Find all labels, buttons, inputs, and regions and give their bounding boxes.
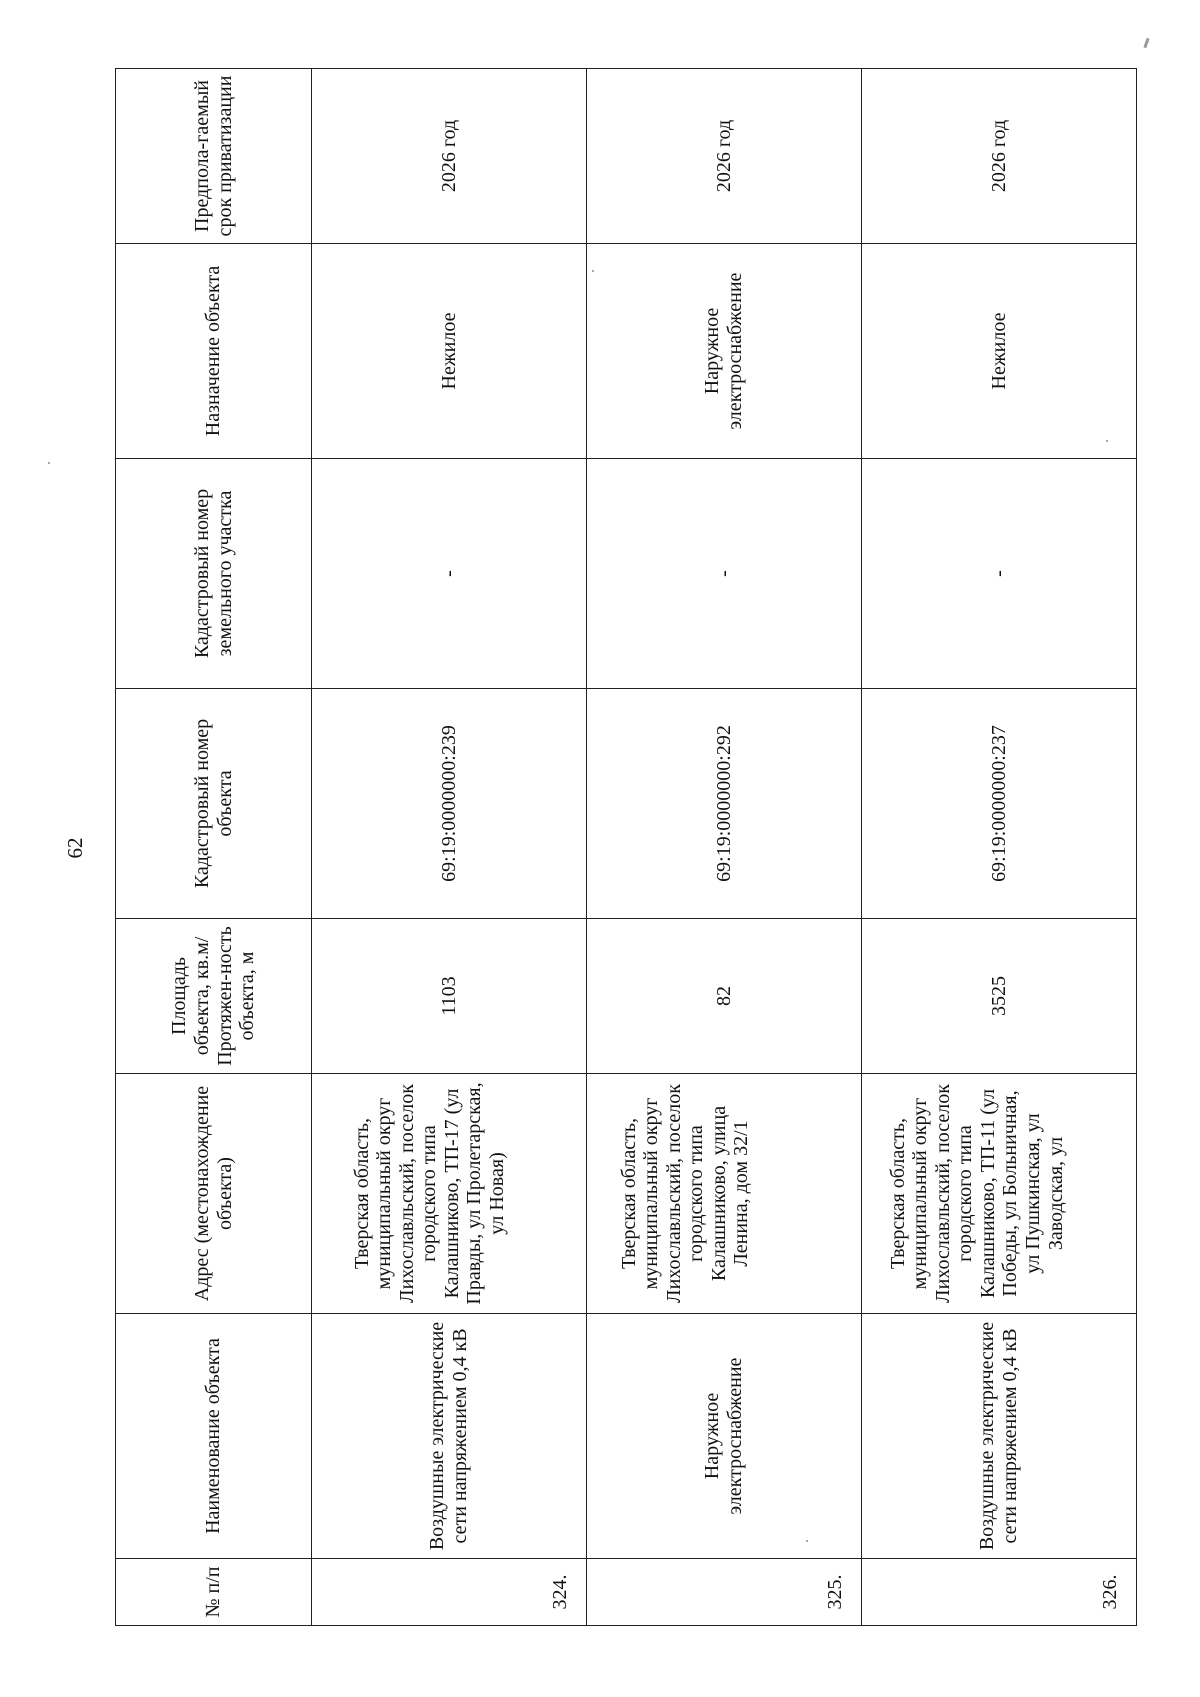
row-area: 1103	[312, 919, 587, 1074]
header-cadastral-land: Кадастровый номер земельного участка	[116, 459, 312, 689]
privatization-table	[115, 68, 1137, 1626]
table-header-row	[116, 69, 312, 1626]
header-area: Площадь объекта, кв.м/ Протяжен-ность объекта, м	[116, 919, 312, 1074]
header-purpose: Назначение объекта	[116, 244, 312, 459]
row-name: Наружное электроснабжение	[587, 1314, 862, 1559]
row-address: Тверская область, муниципальный округ Лихославльский, поселок городского типа Калашниково, улица Ленина, дом 32/1	[617, 1084, 753, 1303]
row-term: 2026 год	[587, 69, 862, 244]
row-cadastral-object: 69:19:0000000:239	[312, 689, 587, 919]
row-num: 325.	[587, 1559, 862, 1626]
row-purpose: Нежилое	[312, 244, 587, 459]
table-row	[587, 69, 862, 1626]
table-row	[312, 69, 587, 1626]
row-term: 2026 год	[862, 69, 1137, 244]
row-area: 3525	[862, 919, 1137, 1074]
scan-artifact	[1143, 38, 1149, 48]
scan-speck	[48, 462, 50, 464]
rotated-table-wrapper	[115, 69, 1137, 1626]
row-address-cell	[587, 1074, 862, 1314]
row-purpose: Нежилое	[862, 244, 1137, 459]
row-cadastral-object: 69:19:0000000:237	[862, 689, 1137, 919]
row-area: 82	[587, 919, 862, 1074]
row-address: Тверская область, муниципальный округ Лихославльский, поселок городского типа Калашниково, ТП-17 (ул Правды, ул Пролетарская, ул Новая)	[350, 1082, 509, 1305]
row-cadastral-object: 69:19:0000000:292	[587, 689, 862, 919]
row-address-cell	[862, 1074, 1137, 1314]
row-purpose: Наружное электроснабжение	[587, 244, 862, 459]
row-cadastral-land: -	[862, 459, 1137, 689]
row-name: Воздушные электрические сети напряжением 0,4 кВ	[312, 1314, 587, 1559]
header-name: Наименование объекта	[116, 1314, 312, 1559]
header-num: № п/п	[116, 1559, 312, 1626]
row-term: 2026 год	[312, 69, 587, 244]
header-cadastral-object: Кадастровый номер объекта	[116, 689, 312, 919]
header-term: Предпола-гаемый срок приватизации	[116, 69, 312, 244]
header-address: Адрес (местонахождение объекта)	[116, 1074, 312, 1314]
row-num: 326.	[862, 1559, 1137, 1626]
row-num: 324.	[312, 1559, 587, 1626]
row-address: Тверская область, муниципальный округ Лихославльский, поселок городского типа Калашниково, ТП-11 (ул Победы, ул Больничная, ул Пушкинская, ул Заводская, ул	[886, 1084, 1067, 1303]
row-address-cell	[312, 1074, 587, 1314]
row-name: Воздушные электрические сети напряжением 0,4 кВ	[862, 1314, 1137, 1559]
table-row	[862, 69, 1137, 1626]
row-cadastral-land: -	[312, 459, 587, 689]
page-number: 62	[63, 837, 87, 859]
row-cadastral-land: -	[587, 459, 862, 689]
